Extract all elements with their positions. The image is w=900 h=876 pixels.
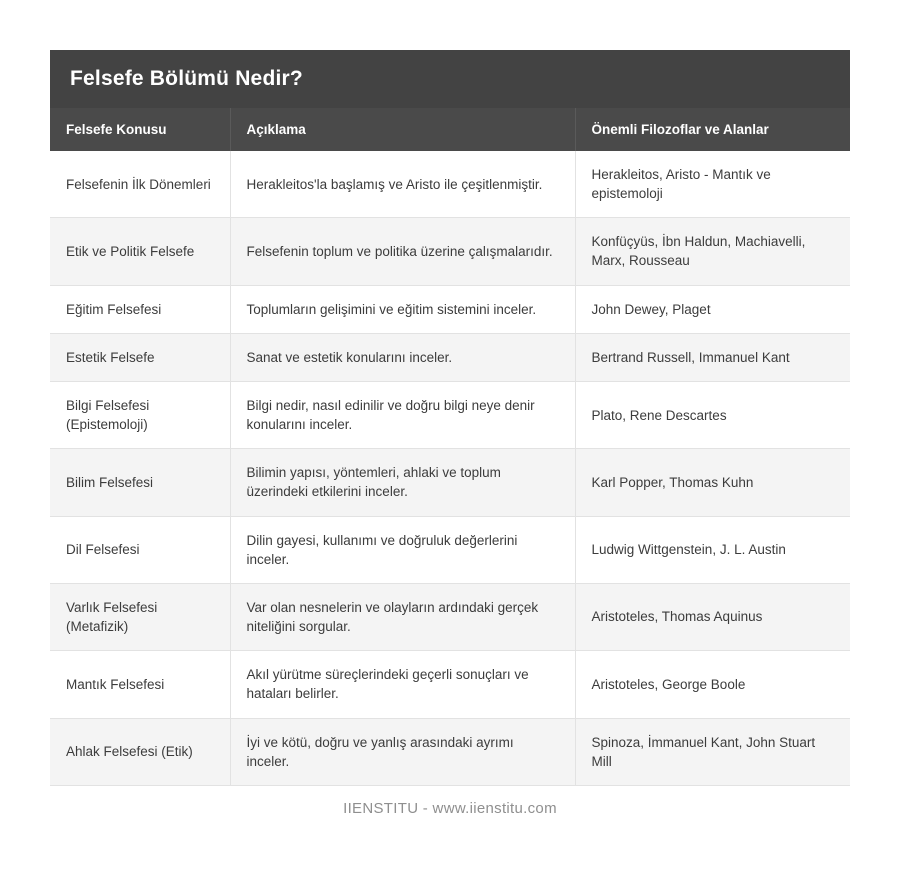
cell-aciklama: Felsefenin toplum ve politika üzerine çalışmalarıdır. — [230, 218, 575, 285]
table-row — [50, 381, 850, 448]
cell-filozoflar: Aristoteles, George Boole — [575, 651, 850, 718]
cell-aciklama: Herakleitos'la başlamış ve Aristo ile çeşitlenmiştir. — [230, 151, 575, 218]
column-header-konu: Felsefe Konusu — [50, 108, 230, 151]
footer-attribution: IIENSTITU - www.iienstitu.com — [343, 800, 557, 817]
table-header-row — [50, 108, 850, 151]
cell-konu: Felsefenin İlk Dönemleri — [50, 151, 230, 218]
table-row — [50, 151, 850, 218]
table-row — [50, 333, 850, 381]
column-header-filozoflar: Önemli Filozoflar ve Alanlar — [575, 108, 850, 151]
cell-konu: Ahlak Felsefesi (Etik) — [50, 718, 230, 785]
table-row — [50, 516, 850, 583]
cell-konu: Varlık Felsefesi (Metafizik) — [50, 583, 230, 650]
cell-konu: Bilim Felsefesi — [50, 449, 230, 516]
cell-aciklama: Bilgi nedir, nasıl edinilir ve doğru bilgi neye denir konularını inceler. — [230, 381, 575, 448]
table-head — [50, 108, 850, 151]
table-row — [50, 449, 850, 516]
cell-filozoflar: Aristoteles, Thomas Aquinus — [575, 583, 850, 650]
cell-konu: Estetik Felsefe — [50, 333, 230, 381]
table-row — [50, 651, 850, 718]
cell-filozoflar: John Dewey, Plaget — [575, 285, 850, 333]
cell-konu: Mantık Felsefesi — [50, 651, 230, 718]
cell-konu: Eğitim Felsefesi — [50, 285, 230, 333]
cell-aciklama: Var olan nesnelerin ve olayların ardındaki gerçek niteliğini sorgular. — [230, 583, 575, 650]
cell-filozoflar: Konfüçyüs, İbn Haldun, Machiavelli, Marx, Rousseau — [575, 218, 850, 285]
table-body — [50, 151, 850, 785]
cell-filozoflar: Ludwig Wittgenstein, J. L. Austin — [575, 516, 850, 583]
card-header — [50, 50, 850, 108]
cell-aciklama: Dilin gayesi, kullanımı ve doğruluk değerlerini inceler. — [230, 516, 575, 583]
cell-filozoflar: Bertrand Russell, Immanuel Kant — [575, 333, 850, 381]
cell-aciklama: Sanat ve estetik konularını inceler. — [230, 333, 575, 381]
table-row — [50, 718, 850, 785]
table-row — [50, 218, 850, 285]
philosophy-table-card — [50, 50, 850, 786]
cell-konu: Etik ve Politik Felsefe — [50, 218, 230, 285]
cell-aciklama: Bilimin yapısı, yöntemleri, ahlaki ve toplum üzerindeki etkilerini inceler. — [230, 449, 575, 516]
column-header-aciklama: Açıklama — [230, 108, 575, 151]
cell-filozoflar: Plato, Rene Descartes — [575, 381, 850, 448]
cell-filozoflar: Spinoza, İmmanuel Kant, John Stuart Mill — [575, 718, 850, 785]
cell-aciklama: Akıl yürütme süreçlerindeki geçerli sonuçları ve hataları belirler. — [230, 651, 575, 718]
cell-aciklama: Toplumların gelişimini ve eğitim sistemini inceler. — [230, 285, 575, 333]
cell-filozoflar: Herakleitos, Aristo - Mantık ve epistemoloji — [575, 151, 850, 218]
table-row — [50, 583, 850, 650]
table-row — [50, 285, 850, 333]
cell-aciklama: İyi ve kötü, doğru ve yanlış arasındaki ayrımı inceler. — [230, 718, 575, 785]
page-title: Felsefe Bölümü Nedir? — [70, 67, 303, 90]
philosophy-table — [50, 108, 850, 786]
cell-konu: Dil Felsefesi — [50, 516, 230, 583]
cell-konu: Bilgi Felsefesi (Epistemoloji) — [50, 381, 230, 448]
cell-filozoflar: Karl Popper, Thomas Kuhn — [575, 449, 850, 516]
